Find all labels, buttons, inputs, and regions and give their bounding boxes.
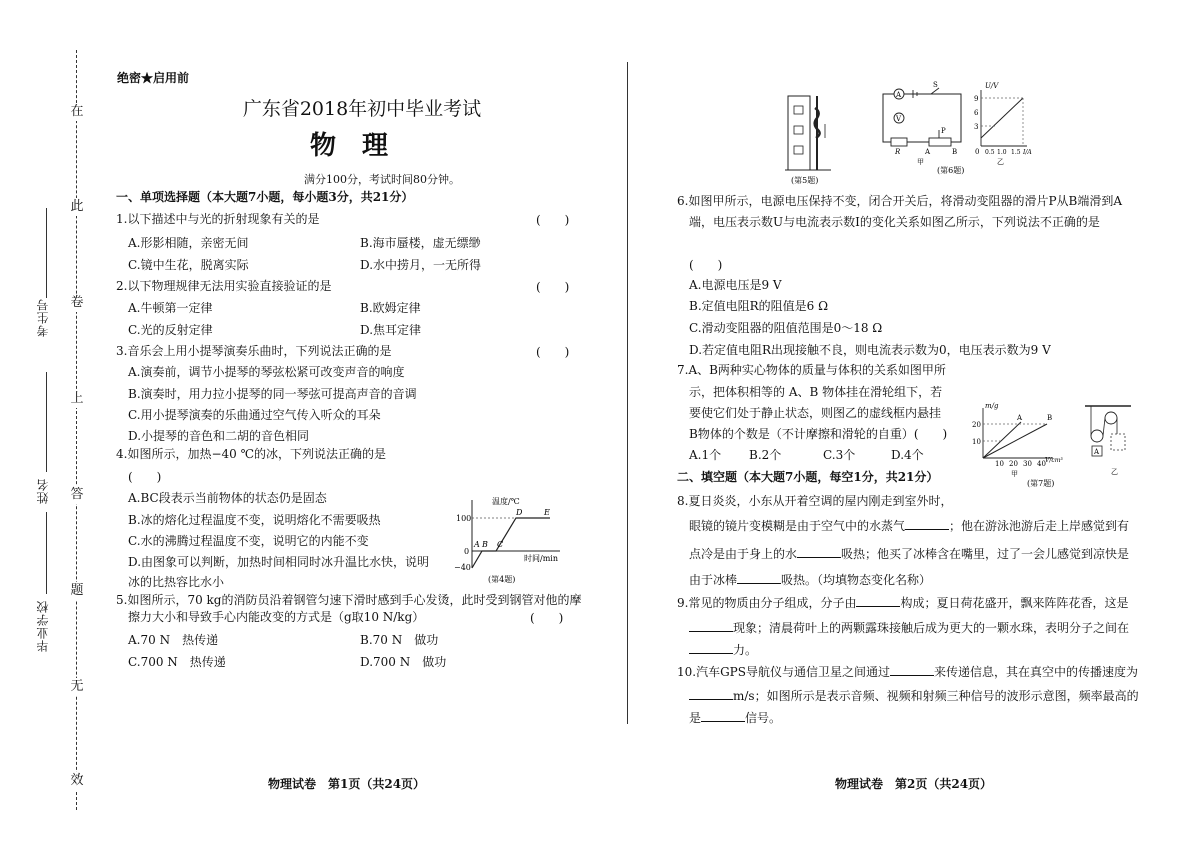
answer-paren: ( ) (536, 345, 570, 359)
answer-blank[interactable] (701, 710, 745, 722)
seal-char: 在 (68, 103, 86, 121)
fig7-caption: (第7题) (1027, 479, 1055, 488)
fig6-slider-label: P (941, 127, 946, 135)
text-segment: 点冷是由于身上的水 (689, 547, 798, 561)
answer-blank[interactable] (856, 595, 900, 607)
fig4-point-c: C (497, 540, 504, 549)
text-segment: 构成；夏日荷花盛开，飘来阵阵花香，这是 (900, 596, 1129, 610)
answer-blank[interactable] (890, 664, 934, 676)
fig4-point-a: A (474, 540, 480, 549)
figure-q5 (785, 94, 833, 186)
question-line (689, 710, 781, 726)
text-segment: 10.汽车GPS导航仪与通信卫星之间通过 (677, 665, 890, 679)
fig4-tick-0: 0 (464, 547, 470, 556)
question-stem: 3.音乐会上用小提琴演奏乐曲时，下列说法正确的是 (116, 344, 392, 358)
option: B.定值电阻R的阻值是6 Ω (689, 299, 829, 313)
option: B.70 N 做功 (360, 633, 439, 647)
fig4-ylabel: 温度/℃ (492, 497, 520, 506)
option: B.2个 (749, 448, 782, 462)
fig6-tick-0: 0 (975, 148, 980, 156)
fig6-jia: 甲 (917, 158, 924, 166)
option: C.滑动变阻器的阻值范围是0～18 Ω (689, 321, 883, 335)
question-stem: 8.夏日炎炎，小东从开着空调的屋内刚走到室外时， (677, 494, 953, 508)
page-divider (627, 62, 628, 724)
name-field[interactable] (46, 372, 47, 472)
answer-blank[interactable] (905, 518, 949, 530)
fig7-line-a: A (1017, 414, 1023, 422)
question-stem: 6.如图甲所示，电源电压保持不变，闭合开关后，将滑动变阻器的滑片P从B端滑到A (677, 194, 1123, 208)
answer-blank[interactable] (797, 546, 841, 558)
question-line (689, 620, 1129, 636)
option: C.700 N 热传递 (128, 655, 226, 669)
fig4-caption: (第4题) (488, 575, 516, 584)
question-stem: 5.如图所示，70 kg的消防员沿着钢管匀速下滑时感到手心发烫，此时受到钢管对他的摩 (116, 593, 582, 607)
field-label-exam-number: 考生号 (36, 298, 50, 337)
text-segment: 由于冰棒 (689, 573, 738, 587)
question-stem: 7.A、B两种实心物体的质量与体积的关系如图甲所 (677, 363, 946, 377)
question-line (689, 572, 931, 588)
fig6-u-label: U/V (985, 82, 999, 90)
answer-blank[interactable] (689, 620, 733, 632)
option: B.海市蜃楼，虚无缥缈 (360, 236, 481, 250)
fig5-caption: (第5题) (791, 176, 819, 185)
answer-blank[interactable] (689, 642, 733, 654)
fig6-end-b: B (952, 148, 958, 156)
page-footer: 物理试卷 第2页（共24页） (835, 777, 993, 791)
option: D.焦耳定律 (360, 323, 422, 337)
fig6-resistor-label: R (895, 148, 901, 156)
question-line (689, 642, 757, 658)
option: D.若定值电阻R出现接触不良，则电流表示数为0，电压表示数为9 V (689, 343, 1051, 357)
text-segment: 吸热；他买了冰棒含在嘴里，过了一会儿感觉到凉快是 (841, 547, 1130, 561)
answer-paren: ( ) (536, 213, 570, 227)
text-segment: m/s；如图所示是表示音频、视频和射频三种信号的波形示意图，频率最高的 (733, 689, 1139, 703)
fig7-tick-x40: 40 (1037, 460, 1046, 468)
question-stem: 1.以下描述中与光的折射现象有关的是 (116, 212, 320, 226)
field-label-name: 姓名 (36, 478, 50, 504)
option: 冰的比热容比水小 (128, 575, 225, 589)
option: C.镜中生花，脱离实际 (128, 258, 249, 272)
text-segment: 信号。 (745, 711, 782, 725)
text-segment: 9.常见的物质由分子组成，分子由 (677, 596, 857, 610)
question-line (677, 664, 1138, 680)
option: C.3个 (823, 448, 856, 462)
question-stem: 要使它们处于静止状态，则图乙的虚线框内悬挂 (689, 406, 942, 420)
answer-paren: ( ) (128, 470, 162, 484)
subject-title: 物理 (309, 131, 414, 161)
fig7-tick-x10: 10 (995, 460, 1004, 468)
option: A.电源电压是9 V (689, 278, 782, 292)
option: D.小提琴的音色和二胡的音色相同 (128, 429, 310, 443)
option: B.冰的熔化过程温度不变，说明熔化不需要吸热 (128, 513, 381, 527)
answer-blank[interactable] (737, 572, 781, 584)
question-stem: 擦力大小和导致手心内能改变的方式是（g取10 N/kg） (128, 610, 425, 624)
fig6-tick-6: 6 (974, 109, 979, 117)
fig6-ammeter-label: A (896, 91, 902, 99)
answer-paren: ( ) (689, 258, 723, 272)
fig4-tick-m40: −40 (454, 563, 471, 572)
seal-char: 答 (68, 486, 86, 504)
option: A.BC段表示当前物体的状态仍是固态 (128, 491, 327, 505)
seal-char: 此 (68, 198, 86, 216)
school-field[interactable] (46, 512, 47, 594)
option: A.牛顿第一定律 (128, 301, 213, 315)
fig7-xlabel: V/cm³ (1045, 457, 1063, 464)
secret-label: 绝密★启用前 (117, 71, 190, 85)
text-segment: 是 (689, 711, 702, 725)
answer-paren: ( ) (530, 611, 564, 625)
fig6-voltmeter-label: V (896, 115, 902, 123)
question-stem: 端，电压表示数U与电流表示数I的变化关系如图乙所示，下列说法不正确的是 (689, 215, 1100, 229)
fig6-tick-9: 9 (974, 95, 979, 103)
option: A.70 N 热传递 (128, 633, 219, 647)
section-heading: 一、单项选择题（本大题7小题，每小题3分，共21分） (116, 190, 414, 204)
fig7-tick-y20: 20 (972, 421, 981, 429)
option: C.用小提琴演奏的乐曲通过空气传入听众的耳朵 (128, 408, 381, 422)
seal-dashed-line (76, 50, 77, 810)
option: C.光的反射定律 (128, 323, 213, 337)
fig7-yi: 乙 (1111, 468, 1118, 476)
fig7-line-b: B (1047, 414, 1053, 422)
fig6-tick-15: 1.5 (1011, 149, 1021, 156)
page-footer: 物理试卷 第1页（共24页） (268, 777, 426, 791)
text-segment: ；他在游泳池游后走上岸感觉到有 (949, 519, 1130, 533)
fig6-tick-05: 0.5 (985, 149, 995, 156)
option: A.形影相随，亲密无间 (128, 236, 249, 250)
fig6-tick-10: 1.0 (997, 149, 1007, 156)
text-segment: 力。 (733, 643, 758, 657)
question-line (689, 688, 1139, 704)
exam-title: 广东省2018年初中毕业考试 (242, 98, 482, 120)
field-label-school: 毕业学校 (36, 600, 50, 652)
fig4-point-d: D (516, 508, 523, 517)
option: D.由图象可以判断，加热时间相同时冰升温比水快，说明 (128, 555, 430, 569)
option: D.700 N 做功 (360, 655, 447, 669)
option: D.4个 (891, 448, 924, 462)
question-stem: 示，把体积相等的 A、B 物体挂在滑轮组下，若 (689, 385, 943, 399)
fig4-xlabel: 时间/min (524, 554, 558, 563)
fig6-i-label: I/A (1023, 149, 1032, 156)
score-line: 满分100分，考试时间80分钟。 (304, 173, 460, 186)
fig7-tick-y10: 10 (972, 438, 981, 446)
seal-char: 卷 (68, 294, 86, 312)
seal-char: 上 (68, 390, 86, 408)
fig7-tick-x20: 20 (1009, 460, 1018, 468)
figure-q6 (877, 80, 1037, 176)
figure-q4 (440, 494, 570, 588)
question-line (689, 518, 1129, 534)
option: A.1个 (689, 448, 722, 462)
fig7-jia: 甲 (1011, 470, 1018, 478)
question-line (689, 546, 1129, 562)
seal-char: 无 (68, 678, 86, 696)
text-segment: 来传递信息，其在真空中的传播速度为 (933, 665, 1138, 679)
fig4-point-b: B (482, 540, 488, 549)
section-heading: 二、填空题（本大题7小题，每空1分，共21分） (677, 470, 939, 484)
option: B.演奏时，用力拉小提琴的同一琴弦可提高声音的音调 (128, 387, 417, 401)
option: A.演奏前，调节小提琴的琴弦松紧可改变声音的响度 (128, 365, 405, 379)
question-stem: 4.如图所示，加热−40 ℃的冰，下列说法正确的是 (116, 447, 387, 461)
fig6-end-a: A (925, 148, 931, 156)
text-segment: 现象；清晨荷叶上的两颗露珠接触后成为更大的一颗水珠，表明分子之间在 (733, 621, 1130, 635)
option: C.水的沸腾过程温度不变，说明它的内能不变 (128, 534, 369, 548)
fig6-switch-label: S (933, 81, 938, 89)
option: B.欧姆定律 (360, 301, 421, 315)
text-segment: 吸热。（均填物态变化名称） (781, 573, 932, 587)
figure-q7 (961, 384, 1141, 488)
text-segment: 眼镜的镜片变模糊是由于空气中的水蒸气 (689, 519, 906, 533)
question-stem: B物体的个数是（不计摩擦和滑轮的自重）( ) (689, 427, 948, 441)
seal-char: 效 (68, 772, 86, 790)
fig4-tick-100: 100 (456, 514, 472, 523)
fig7-ylabel: m/g (985, 402, 999, 410)
question-line (677, 595, 1128, 611)
answer-paren: ( ) (536, 280, 570, 294)
answer-blank[interactable] (689, 688, 733, 700)
fig7-tick-x30: 30 (1023, 460, 1032, 468)
fig7-block-a: A (1094, 448, 1100, 456)
fig4-point-e: E (544, 508, 550, 517)
fig6-caption: (第6题) (937, 166, 965, 175)
exam-number-field[interactable] (46, 208, 47, 298)
fig6-yi: 乙 (997, 158, 1004, 166)
question-stem: 2.以下物理规律无法用实验直接验证的是 (116, 279, 332, 293)
seal-char: 题 (68, 582, 86, 600)
fig6-tick-3: 3 (974, 123, 979, 131)
option: D.水中捞月，一无所得 (360, 258, 482, 272)
